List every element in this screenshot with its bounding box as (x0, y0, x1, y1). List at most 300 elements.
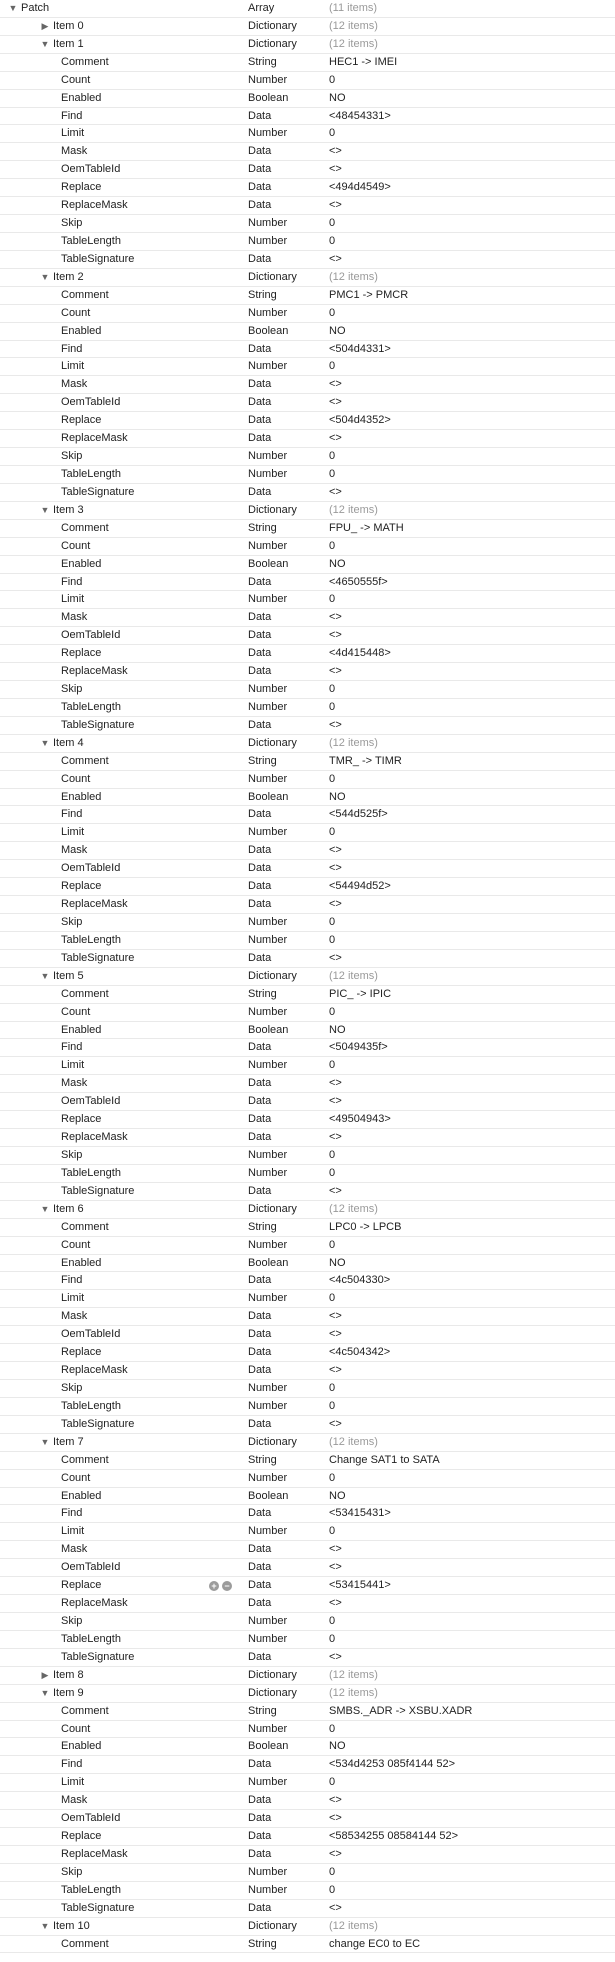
type-cell[interactable]: Data (248, 1794, 272, 1807)
property-row[interactable] (0, 1488, 615, 1506)
type-cell[interactable]: Data (248, 485, 272, 498)
value-cell[interactable]: <4d415448> (329, 647, 391, 660)
value-cell[interactable]: <4650555f> (329, 575, 388, 588)
property-row[interactable] (0, 1272, 615, 1290)
value-cell[interactable]: <> (329, 718, 342, 731)
type-cell[interactable]: Number (248, 1776, 288, 1789)
property-row[interactable] (0, 950, 615, 968)
property-row[interactable] (0, 753, 615, 771)
disclosure-closed-icon[interactable]: ▶ (41, 20, 49, 31)
type-cell[interactable]: Dictionary (248, 503, 297, 516)
value-cell[interactable]: 0 (329, 217, 336, 230)
type-cell[interactable]: Dictionary (248, 1668, 297, 1681)
type-cell[interactable]: Data (248, 199, 272, 212)
type-cell[interactable]: String (248, 1704, 277, 1717)
value-cell[interactable]: <534d4253 085f4144 52> (329, 1758, 456, 1771)
value-cell[interactable]: <4c504330> (329, 1274, 391, 1287)
property-row[interactable] (0, 72, 615, 90)
item-row[interactable] (0, 502, 615, 520)
type-cell[interactable]: Number (248, 306, 288, 319)
key-cell[interactable] (0, 1918, 285, 1935)
item-row[interactable] (0, 1201, 615, 1219)
type-cell[interactable]: Data (248, 665, 272, 678)
property-row[interactable] (0, 1237, 615, 1255)
property-row[interactable] (0, 771, 615, 789)
property-row[interactable] (0, 520, 615, 538)
value-cell[interactable]: <> (329, 611, 342, 624)
value-cell[interactable]: <5049435f> (329, 1041, 388, 1054)
type-cell[interactable]: Data (248, 1758, 272, 1771)
type-cell[interactable]: Data (248, 1113, 272, 1126)
value-cell[interactable]: <> (329, 1561, 342, 1574)
property-row[interactable] (0, 574, 615, 592)
property-row[interactable] (0, 842, 615, 860)
type-cell[interactable]: String (248, 987, 277, 1000)
value-cell[interactable]: LPC0 -> LPCB (329, 1220, 402, 1233)
property-row[interactable] (0, 806, 615, 824)
property-row[interactable] (0, 1308, 615, 1326)
value-cell[interactable]: 0 (329, 1865, 336, 1878)
value-cell[interactable]: 0 (329, 539, 336, 552)
property-row[interactable] (0, 932, 615, 950)
item-row[interactable] (0, 1434, 615, 1452)
property-row[interactable] (0, 1505, 615, 1523)
value-cell[interactable]: <58534255 08584144 52> (329, 1830, 459, 1843)
item-row[interactable] (0, 735, 615, 753)
value-cell[interactable]: <53415431> (329, 1507, 391, 1520)
type-cell[interactable]: Number (248, 826, 288, 839)
type-cell[interactable]: Dictionary (248, 1435, 297, 1448)
value-cell[interactable]: <54494d52> (329, 880, 391, 893)
remove-icon[interactable]: − (222, 1581, 232, 1591)
property-row[interactable] (0, 1738, 615, 1756)
value-cell[interactable]: NO (329, 1740, 346, 1753)
value-cell[interactable]: FPU_ -> MATH (329, 521, 404, 534)
type-cell[interactable]: Data (248, 1310, 272, 1323)
type-cell[interactable]: Number (248, 467, 288, 480)
property-row[interactable] (0, 1022, 615, 1040)
type-cell[interactable]: Number (248, 1614, 288, 1627)
type-cell[interactable]: Data (248, 109, 272, 122)
type-cell[interactable]: Number (248, 700, 288, 713)
property-row[interactable] (0, 538, 615, 556)
disclosure-open-icon[interactable]: ▼ (40, 1687, 50, 1698)
property-row[interactable] (0, 1703, 615, 1721)
value-cell[interactable]: 0 (329, 306, 336, 319)
value-cell[interactable]: <> (329, 1417, 342, 1430)
type-cell[interactable]: Data (248, 1507, 272, 1520)
type-cell[interactable]: Number (248, 1059, 288, 1072)
type-cell[interactable]: Data (248, 342, 272, 355)
property-row[interactable] (0, 412, 615, 430)
type-cell[interactable]: String (248, 1937, 277, 1950)
type-cell[interactable]: Dictionary (248, 270, 297, 283)
property-row[interactable] (0, 878, 615, 896)
value-cell[interactable]: NO (329, 1256, 346, 1269)
type-cell[interactable]: Data (248, 808, 272, 821)
key-cell[interactable] (0, 1685, 285, 1702)
value-cell[interactable]: 0 (329, 234, 336, 247)
value-cell[interactable]: <> (329, 378, 342, 391)
property-row[interactable] (0, 1523, 615, 1541)
type-cell[interactable]: Data (248, 1847, 272, 1860)
add-icon[interactable]: + (209, 1581, 219, 1591)
root-row[interactable] (0, 0, 615, 18)
key-cell[interactable] (0, 269, 285, 286)
property-row[interactable] (0, 90, 615, 108)
property-row[interactable] (0, 789, 615, 807)
value-cell[interactable]: 0 (329, 700, 336, 713)
value-cell[interactable]: NO (329, 1489, 346, 1502)
key-cell[interactable] (0, 36, 285, 53)
type-cell[interactable]: String (248, 55, 277, 68)
property-row[interactable] (0, 143, 615, 161)
property-row[interactable] (0, 305, 615, 323)
property-row[interactable] (0, 1326, 615, 1344)
property-row[interactable] (0, 448, 615, 466)
type-cell[interactable]: Data (248, 181, 272, 194)
value-cell[interactable]: <> (329, 432, 342, 445)
property-row[interactable] (0, 645, 615, 663)
property-row[interactable] (0, 1559, 615, 1577)
property-row[interactable] (0, 341, 615, 359)
property-row[interactable] (0, 1864, 615, 1882)
property-row[interactable] (0, 717, 615, 735)
property-row[interactable] (0, 627, 615, 645)
type-cell[interactable]: Data (248, 378, 272, 391)
value-cell[interactable]: 0 (329, 1614, 336, 1627)
value-cell[interactable]: <544d525f> (329, 808, 388, 821)
value-cell[interactable]: 0 (329, 1399, 336, 1412)
value-cell[interactable]: <> (329, 1812, 342, 1825)
type-cell[interactable]: Data (248, 1561, 272, 1574)
type-cell[interactable]: Dictionary (248, 19, 297, 32)
type-cell[interactable]: Data (248, 1274, 272, 1287)
value-cell[interactable]: NO (329, 790, 346, 803)
value-cell[interactable]: <> (329, 898, 342, 911)
value-cell[interactable]: 0 (329, 826, 336, 839)
type-cell[interactable]: Boolean (248, 1256, 289, 1269)
property-row[interactable] (0, 1129, 615, 1147)
value-cell[interactable]: 0 (329, 933, 336, 946)
type-cell[interactable]: Data (248, 145, 272, 158)
type-cell[interactable]: Boolean (248, 1740, 289, 1753)
property-row[interactable] (0, 394, 615, 412)
value-cell[interactable]: <> (329, 145, 342, 158)
property-row[interactable] (0, 1541, 615, 1559)
type-cell[interactable]: Data (248, 844, 272, 857)
key-cell[interactable] (0, 18, 285, 35)
type-cell[interactable]: Number (248, 1399, 288, 1412)
disclosure-open-icon[interactable]: ▼ (40, 504, 50, 515)
value-cell[interactable]: <> (329, 1901, 342, 1914)
type-cell[interactable]: Data (248, 1579, 272, 1592)
value-cell[interactable]: <> (329, 1847, 342, 1860)
property-row[interactable] (0, 699, 615, 717)
type-cell[interactable]: Data (248, 396, 272, 409)
property-row[interactable] (0, 1165, 615, 1183)
value-cell[interactable]: <> (329, 665, 342, 678)
property-row[interactable] (0, 556, 615, 574)
disclosure-open-icon[interactable]: ▼ (40, 737, 50, 748)
type-cell[interactable]: Boolean (248, 557, 289, 570)
type-cell[interactable]: Data (248, 1812, 272, 1825)
property-row[interactable] (0, 1936, 615, 1954)
value-cell[interactable]: <53415441> (329, 1579, 391, 1592)
value-cell[interactable]: <> (329, 396, 342, 409)
value-cell[interactable]: 0 (329, 1292, 336, 1305)
type-cell[interactable]: Data (248, 163, 272, 176)
type-cell[interactable]: Number (248, 127, 288, 140)
type-cell[interactable]: Number (248, 1381, 288, 1394)
type-cell[interactable]: Number (248, 539, 288, 552)
property-row[interactable] (0, 323, 615, 341)
type-cell[interactable]: Array (248, 2, 275, 14)
value-cell[interactable]: SMBS._ADR -> XSBU.XADR (329, 1704, 473, 1717)
property-row[interactable] (0, 1756, 615, 1774)
item-row[interactable] (0, 36, 615, 54)
property-row[interactable] (0, 108, 615, 126)
property-row[interactable] (0, 1577, 615, 1595)
type-cell[interactable]: Number (248, 1292, 288, 1305)
value-cell[interactable]: TMR_ -> TIMR (329, 754, 402, 767)
disclosure-open-icon[interactable]: ▼ (40, 1436, 50, 1447)
value-cell[interactable]: 0 (329, 1059, 336, 1072)
key-cell[interactable] (0, 0, 253, 17)
property-row[interactable] (0, 1147, 615, 1165)
type-cell[interactable]: Number (248, 450, 288, 463)
item-row[interactable] (0, 1667, 615, 1685)
type-cell[interactable]: Dictionary (248, 969, 297, 982)
property-row[interactable] (0, 197, 615, 215)
value-cell[interactable]: 0 (329, 683, 336, 696)
type-cell[interactable]: Data (248, 1328, 272, 1341)
type-cell[interactable]: Dictionary (248, 736, 297, 749)
property-row[interactable] (0, 1075, 615, 1093)
property-row[interactable] (0, 1004, 615, 1022)
type-cell[interactable]: Data (248, 1543, 272, 1556)
type-cell[interactable]: Dictionary (248, 1919, 297, 1932)
value-cell[interactable]: PMC1 -> PMCR (329, 288, 409, 301)
type-cell[interactable]: Number (248, 360, 288, 373)
type-cell[interactable]: Number (248, 1525, 288, 1538)
value-cell[interactable]: 0 (329, 1632, 336, 1645)
type-cell[interactable]: Number (248, 1883, 288, 1896)
value-cell[interactable]: 0 (329, 1238, 336, 1251)
type-cell[interactable]: Data (248, 862, 272, 875)
value-cell[interactable]: <> (329, 485, 342, 498)
type-cell[interactable]: Boolean (248, 790, 289, 803)
property-row[interactable] (0, 896, 615, 914)
property-row[interactable] (0, 1846, 615, 1864)
type-cell[interactable]: Number (248, 234, 288, 247)
type-cell[interactable]: Number (248, 916, 288, 929)
property-row[interactable] (0, 1093, 615, 1111)
property-row[interactable] (0, 430, 615, 448)
type-cell[interactable]: Data (248, 951, 272, 964)
type-cell[interactable]: String (248, 754, 277, 767)
type-cell[interactable]: Dictionary (248, 1202, 297, 1215)
type-cell[interactable]: Data (248, 1901, 272, 1914)
property-row[interactable] (0, 1344, 615, 1362)
property-row[interactable] (0, 663, 615, 681)
type-cell[interactable]: Number (248, 217, 288, 230)
type-cell[interactable]: Data (248, 1041, 272, 1054)
value-cell[interactable]: <> (329, 1543, 342, 1556)
type-cell[interactable]: Number (248, 593, 288, 606)
property-row[interactable] (0, 1111, 615, 1129)
value-cell[interactable]: NO (329, 557, 346, 570)
property-row[interactable] (0, 1774, 615, 1792)
value-cell[interactable]: <> (329, 252, 342, 265)
property-row[interactable] (0, 466, 615, 484)
value-cell[interactable]: 0 (329, 1381, 336, 1394)
value-cell[interactable]: HEC1 -> IMEI (329, 55, 398, 68)
property-row[interactable] (0, 1595, 615, 1613)
property-row[interactable] (0, 681, 615, 699)
property-row[interactable] (0, 591, 615, 609)
value-cell[interactable]: <> (329, 1131, 342, 1144)
property-row[interactable] (0, 358, 615, 376)
value-cell[interactable]: <> (329, 844, 342, 857)
value-cell[interactable]: 0 (329, 127, 336, 140)
disclosure-open-icon[interactable]: ▼ (40, 970, 50, 981)
type-cell[interactable]: Number (248, 933, 288, 946)
value-cell[interactable]: <504d4331> (329, 342, 391, 355)
type-cell[interactable]: Dictionary (248, 1686, 297, 1699)
value-cell[interactable]: <4c504342> (329, 1346, 391, 1359)
value-cell[interactable]: 0 (329, 1525, 336, 1538)
property-row[interactable] (0, 287, 615, 305)
disclosure-open-icon[interactable]: ▼ (40, 1203, 50, 1214)
item-row[interactable] (0, 269, 615, 287)
value-cell[interactable]: Change SAT1 to SATA (329, 1453, 440, 1466)
property-row[interactable] (0, 1649, 615, 1667)
value-cell[interactable]: <494d4549> (329, 181, 391, 194)
type-cell[interactable]: Number (248, 73, 288, 86)
type-cell[interactable]: Data (248, 1184, 272, 1197)
property-row[interactable] (0, 1290, 615, 1308)
property-row[interactable] (0, 609, 615, 627)
property-row[interactable] (0, 1183, 615, 1201)
property-row[interactable] (0, 251, 615, 269)
value-cell[interactable]: 0 (329, 1471, 336, 1484)
item-row[interactable] (0, 1685, 615, 1703)
value-cell[interactable]: <> (329, 1328, 342, 1341)
type-cell[interactable]: Data (248, 1131, 272, 1144)
type-cell[interactable]: Data (248, 1597, 272, 1610)
type-cell[interactable]: String (248, 288, 277, 301)
value-cell[interactable]: 0 (329, 73, 336, 86)
value-cell[interactable]: NO (329, 324, 346, 337)
type-cell[interactable]: Data (248, 575, 272, 588)
item-row[interactable] (0, 18, 615, 36)
value-cell[interactable]: <> (329, 629, 342, 642)
value-cell[interactable]: change EC0 to EC (329, 1937, 421, 1950)
property-row[interactable] (0, 1452, 615, 1470)
property-row[interactable] (0, 1398, 615, 1416)
key-cell[interactable] (0, 1201, 285, 1218)
property-row[interactable] (0, 215, 615, 233)
type-cell[interactable]: Number (248, 683, 288, 696)
value-cell[interactable]: 0 (329, 1776, 336, 1789)
disclosure-open-icon[interactable]: ▼ (8, 3, 18, 13)
type-cell[interactable]: Data (248, 718, 272, 731)
disclosure-closed-icon[interactable]: ▶ (41, 1669, 49, 1680)
type-cell[interactable]: Number (248, 1005, 288, 1018)
property-row[interactable] (0, 1416, 615, 1434)
value-cell[interactable]: <> (329, 1650, 342, 1663)
property-row[interactable] (0, 1882, 615, 1900)
value-cell[interactable]: 0 (329, 1883, 336, 1896)
value-cell[interactable]: 0 (329, 1166, 336, 1179)
property-row[interactable] (0, 1828, 615, 1846)
value-cell[interactable]: <> (329, 1077, 342, 1090)
key-cell[interactable] (0, 1667, 285, 1684)
property-row[interactable] (0, 1219, 615, 1237)
property-row[interactable] (0, 1470, 615, 1488)
property-row[interactable] (0, 1039, 615, 1057)
type-cell[interactable]: Number (248, 1632, 288, 1645)
type-cell[interactable]: Number (248, 1166, 288, 1179)
type-cell[interactable]: Data (248, 1650, 272, 1663)
type-cell[interactable]: Dictionary (248, 37, 297, 50)
key-cell[interactable] (0, 968, 285, 985)
type-cell[interactable]: Number (248, 772, 288, 785)
type-cell[interactable]: Number (248, 1149, 288, 1161)
value-cell[interactable]: 0 (329, 360, 336, 373)
value-cell[interactable]: 0 (329, 1005, 336, 1018)
property-row[interactable] (0, 1792, 615, 1810)
type-cell[interactable]: Data (248, 1346, 272, 1359)
type-cell[interactable]: Data (248, 1830, 272, 1843)
value-cell[interactable]: <> (329, 1597, 342, 1610)
property-row[interactable] (0, 233, 615, 251)
value-cell[interactable]: NO (329, 1023, 346, 1036)
value-cell[interactable]: <> (329, 199, 342, 212)
property-row[interactable] (0, 125, 615, 143)
item-row[interactable] (0, 968, 615, 986)
property-row[interactable] (0, 914, 615, 932)
property-row[interactable] (0, 1613, 615, 1631)
property-row[interactable] (0, 161, 615, 179)
type-cell[interactable]: Number (248, 1722, 288, 1735)
type-cell[interactable]: String (248, 1453, 277, 1466)
type-cell[interactable]: Data (248, 629, 272, 642)
type-cell[interactable]: Number (248, 1865, 288, 1878)
type-cell[interactable]: Boolean (248, 91, 289, 104)
property-row[interactable] (0, 860, 615, 878)
value-cell[interactable]: <48454331> (329, 109, 391, 122)
property-row[interactable] (0, 1721, 615, 1739)
disclosure-open-icon[interactable]: ▼ (40, 38, 50, 49)
value-cell[interactable]: <> (329, 862, 342, 875)
item-row[interactable] (0, 1918, 615, 1936)
type-cell[interactable]: Boolean (248, 1489, 289, 1502)
value-cell[interactable]: 0 (329, 1149, 336, 1161)
property-row[interactable] (0, 1362, 615, 1380)
value-cell[interactable]: <> (329, 1095, 342, 1108)
type-cell[interactable]: String (248, 521, 277, 534)
type-cell[interactable]: String (248, 1220, 277, 1233)
type-cell[interactable]: Data (248, 252, 272, 265)
value-cell[interactable]: <> (329, 951, 342, 964)
property-row[interactable] (0, 824, 615, 842)
value-cell[interactable]: <504d4352> (329, 414, 391, 427)
type-cell[interactable]: Data (248, 414, 272, 427)
property-row[interactable] (0, 1057, 615, 1075)
type-cell[interactable]: Data (248, 1095, 272, 1108)
